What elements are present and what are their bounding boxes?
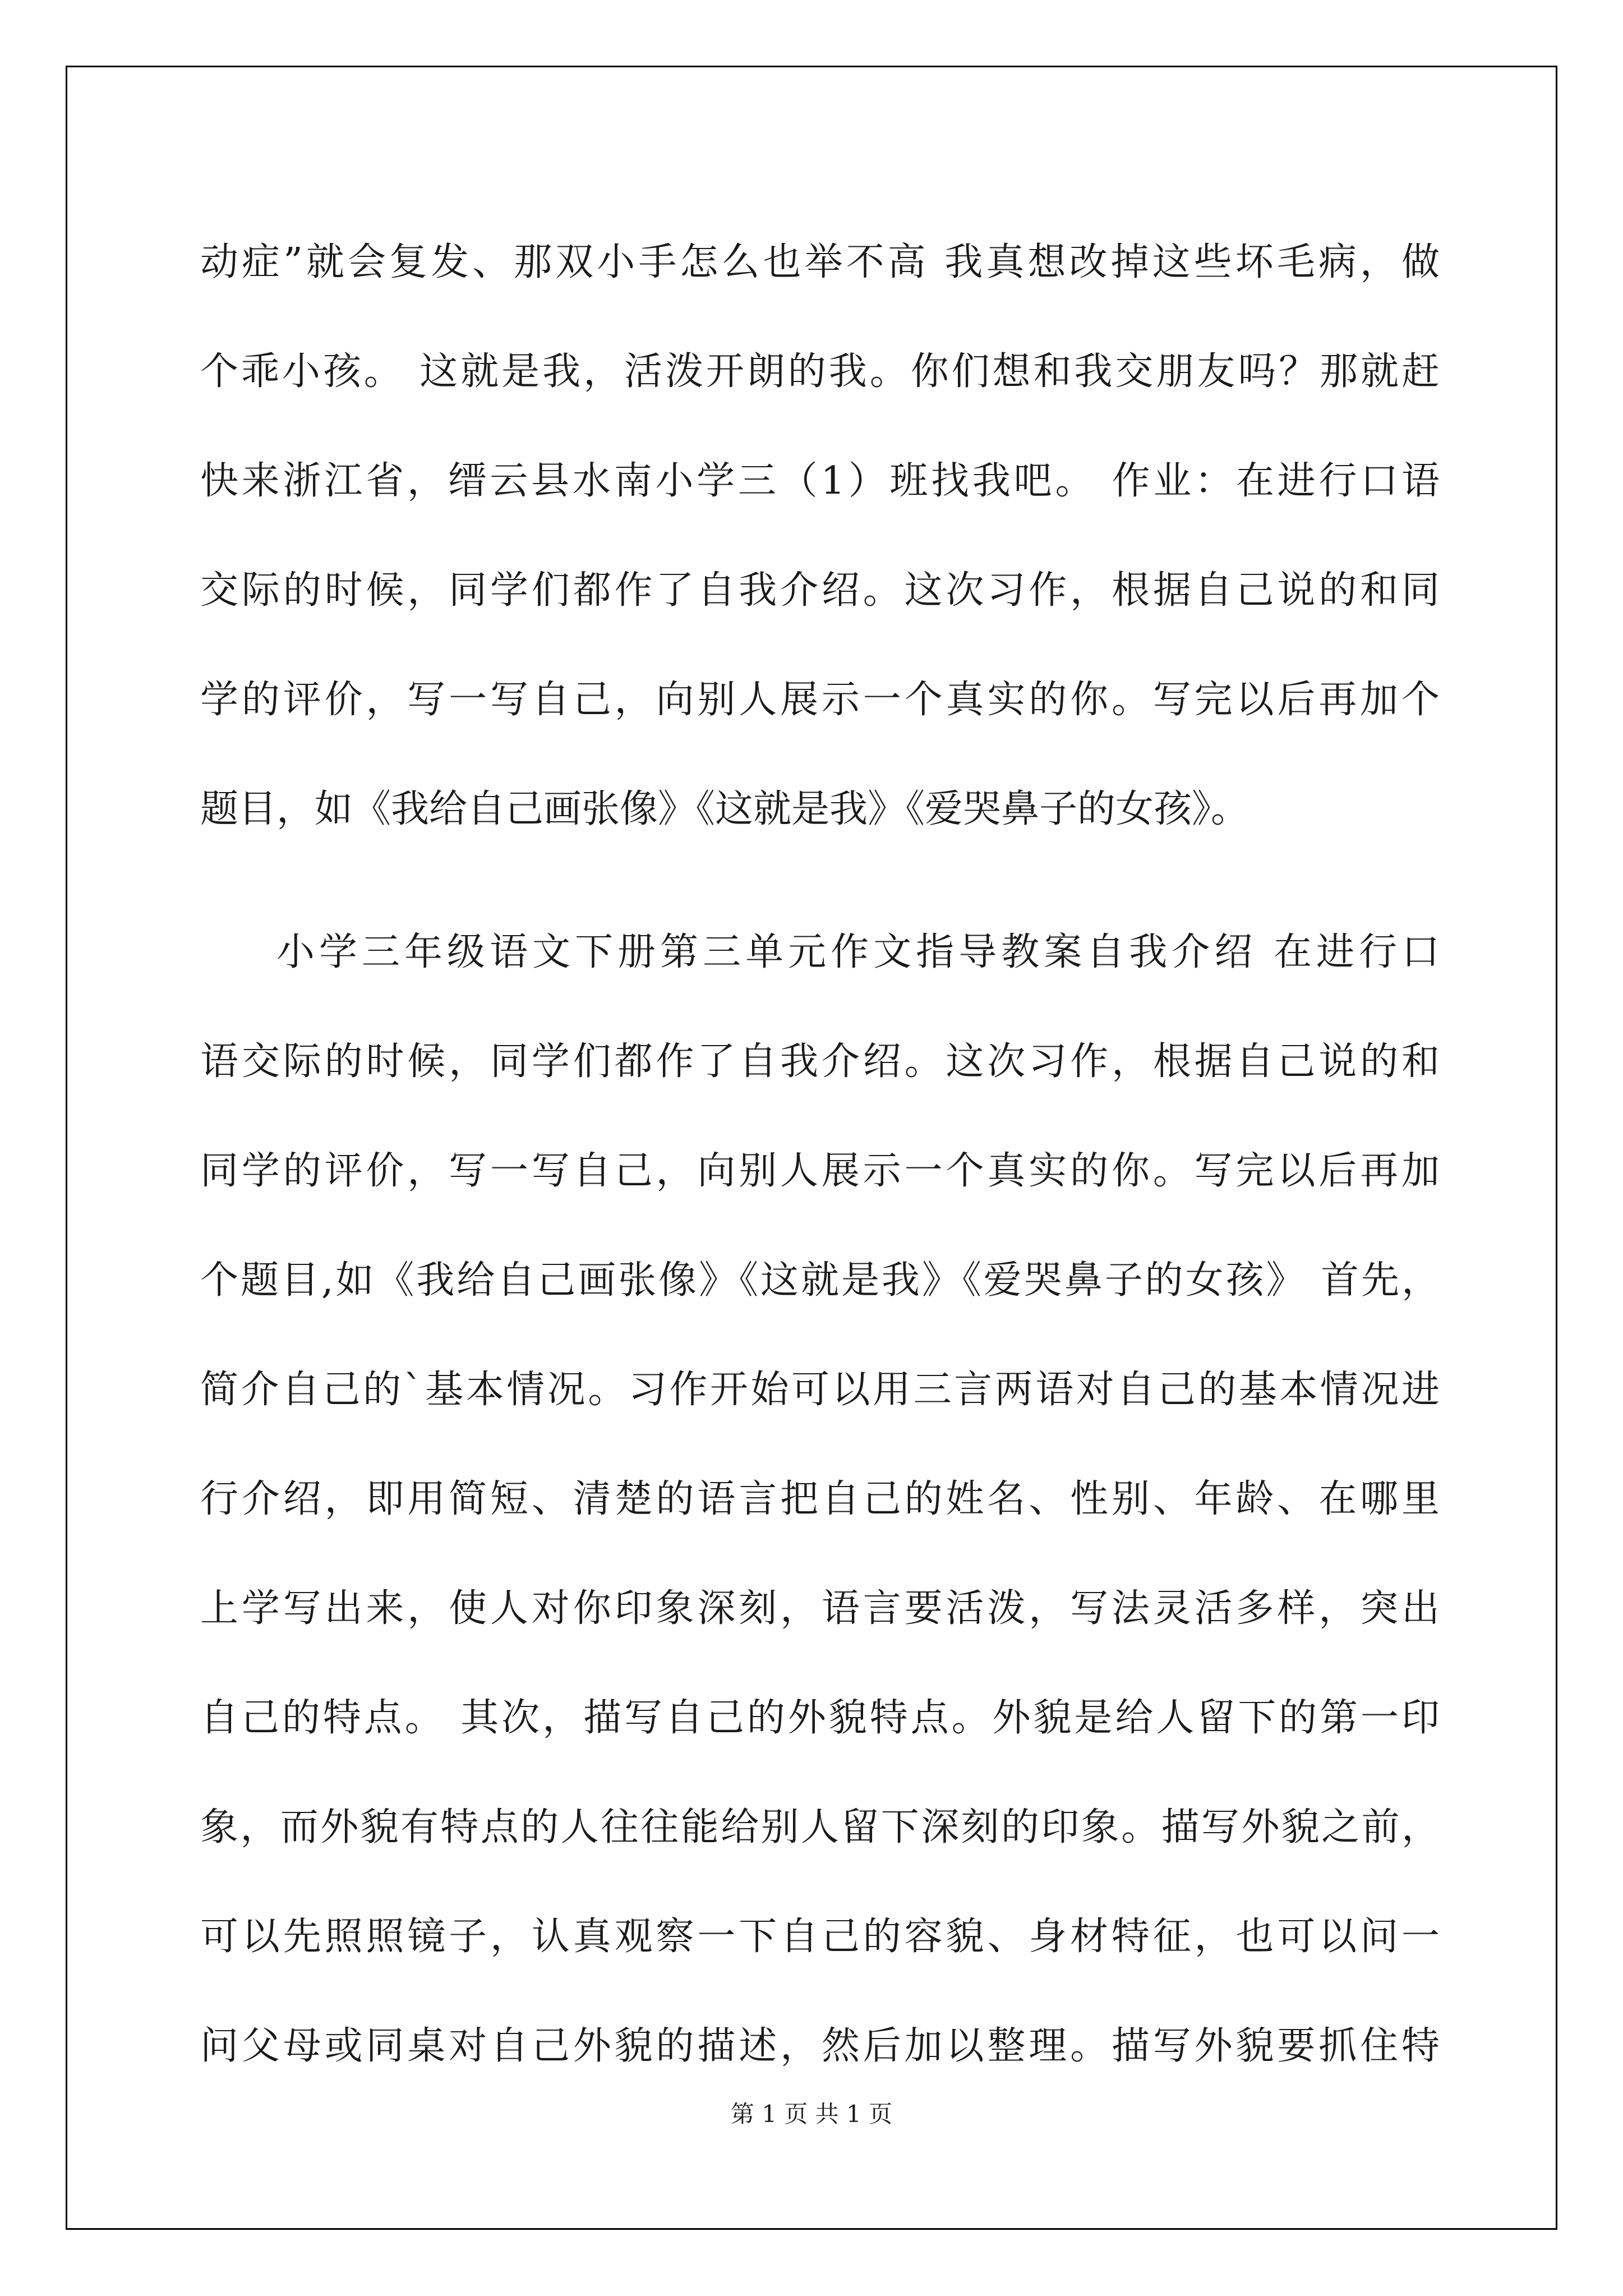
- text-line: 简介自己的`基本情况。习作开始可以用三言两语对自己的基本情况进: [200, 1368, 1440, 1412]
- text-line: 自己的特点。 其次，描写自己的外貌特点。外貌是给人留下的第一印: [200, 1696, 1440, 1740]
- text-line: 快来浙江省，缙云县水南小学三（1）班找我吧。 作业：在进行口语: [200, 459, 1440, 503]
- text-line: 问父母或同桌对自己外貌的描述，然后加以整理。描写外貌要抓住特: [200, 2024, 1440, 2068]
- text-line: 题目，如《我给自己画张像》《这就是我》《爱哭鼻子的女孩》。: [200, 787, 1249, 831]
- text-line: 上学写出来，使人对你印象深刻，语言要活泼，写法灵活多样，突出: [200, 1586, 1440, 1631]
- text-line: 可以先照照镜子，认真观察一下自己的容貌、身材特征，也可以问一: [200, 1915, 1440, 1959]
- text-line: 个题目,如《我给自己画张像》《这就是我》《爱哭鼻子的女孩》 首先，: [200, 1258, 1440, 1303]
- text-line: 学的评价，写一写自己，向别人展示一个真实的你。写完以后再加个: [200, 678, 1440, 722]
- text-line: 行介绍，即用简短、清楚的语言把自己的姓名、性别、年龄、在哪里: [200, 1477, 1440, 1521]
- paragraph-gap: [200, 864, 1440, 898]
- text-line: 同学的评价，写一写自己，向别人展示一个真实的你。写完以后再加: [200, 1149, 1440, 1193]
- text-line: 交际的时候，同学们都作了自我介绍。这次习作，根据自己说的和同: [200, 568, 1440, 613]
- text-line: 语交际的时候，同学们都作了自我介绍。这次习作，根据自己说的和: [200, 1039, 1440, 1084]
- text-line: 象，而外貌有特点的人往往能给别人留下深刻的印象。描写外貌之前，: [200, 1805, 1440, 1849]
- text-line: 动症”就会复发、那双小手怎么也举不高 我真想改掉这些坏毛病，做: [200, 240, 1440, 284]
- page-number-footer: 第 1 页 共 1 页: [730, 2100, 893, 2128]
- text-line: 个乖小孩。 这就是我，活泼开朗的我。你们想和我交朋友吗？那就赶: [200, 349, 1440, 394]
- document-body: [200, 208, 1440, 2101]
- text-line: 小学三年级语文下册第三单元作文指导教案自我介绍 在进行口: [276, 930, 1440, 974]
